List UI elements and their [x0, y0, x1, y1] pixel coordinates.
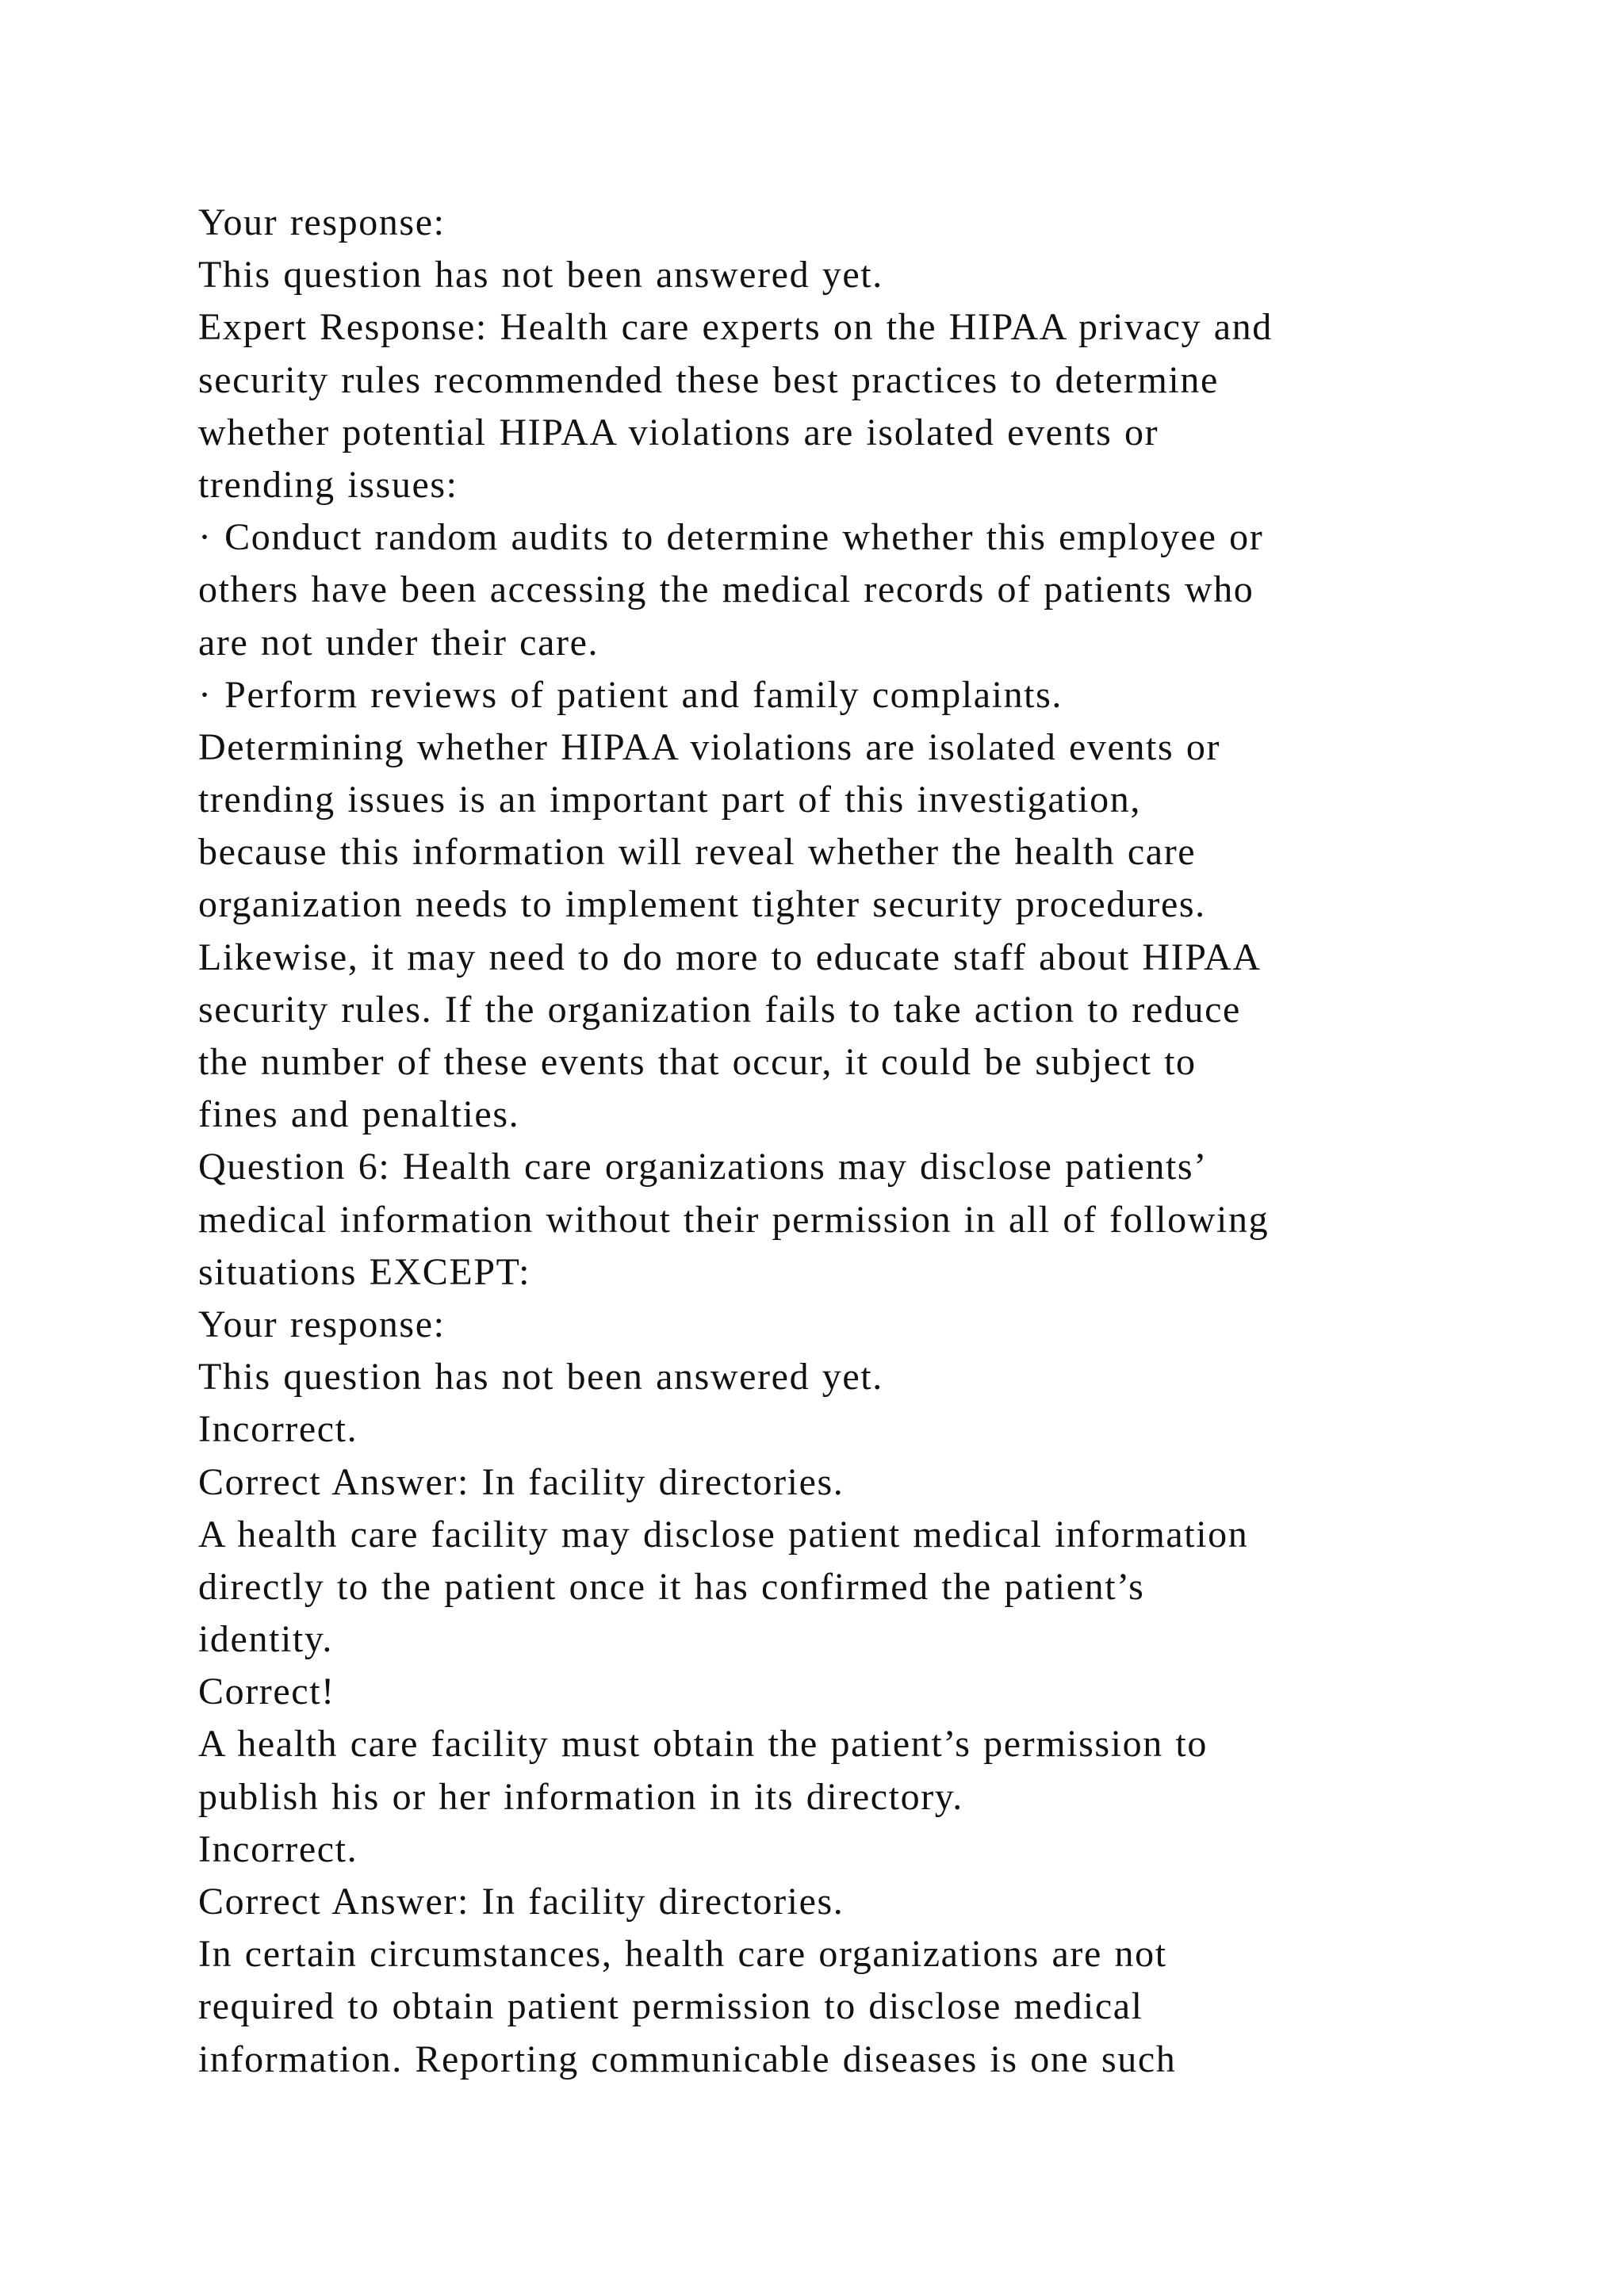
text-line: are not under their care. — [198, 621, 599, 664]
text-line: organization needs to implement tighter security procedures. — [198, 883, 1206, 926]
text-line: A health care facility must obtain the patient’s permission to — [198, 1723, 1208, 1766]
text-line: required to obtain patient permission to disclose medical — [198, 1985, 1143, 2028]
text-line: situations EXCEPT: — [198, 1250, 531, 1293]
text-line: This question has not been answered yet. — [198, 1356, 883, 1399]
text-line: directly to the patient once it has confirmed the patient’s — [198, 1565, 1145, 1608]
text-line: fines and penalties. — [198, 1093, 520, 1136]
text-line: Question 6: Health care organizations may disclose patients’ — [198, 1146, 1208, 1188]
text-line: Correct Answer: In facility directories. — [198, 1460, 845, 1503]
text-line: In certain circumstances, health care organizations are not — [198, 1933, 1167, 1976]
text-line: · Conduct random audits to determine whether this employee or — [198, 516, 1264, 559]
text-line: · Perform reviews of patient and family complaints. — [198, 673, 1063, 716]
text-line: Determining whether HIPAA violations are isolated events or — [198, 725, 1221, 768]
text-line: information. Reporting communicable diseases is one such — [198, 2038, 1177, 2080]
text-line: Your response: — [198, 201, 446, 243]
text-line: the number of these events that occur, it could be subject to — [198, 1041, 1197, 1083]
text-line: publish his or her information in its directory. — [198, 1775, 963, 1818]
text-line: because this information will reveal whether the health care — [198, 831, 1197, 874]
text-line: Likewise, it may need to do more to educate staff about HIPAA — [198, 936, 1262, 978]
text-line: security rules. If the organization fails to take action to reduce — [198, 988, 1241, 1031]
text-line: Correct Answer: In facility directories. — [198, 1881, 845, 1923]
document-body — [198, 197, 1483, 2086]
text-line: Correct! — [198, 1670, 335, 1713]
text-line: Incorrect. — [198, 1408, 358, 1451]
text-line: Incorrect. — [198, 1827, 358, 1870]
text-line: Your response: — [198, 1303, 446, 1345]
text-line: Expert Response: Health care experts on the HIPAA privacy and — [198, 306, 1273, 349]
text-line: whether potential HIPAA violations are isolated events or — [198, 411, 1159, 453]
text-line: identity. — [198, 1618, 333, 1661]
text-line: medical information without their permission in all of following — [198, 1198, 1270, 1241]
text-line: trending issues: — [198, 463, 458, 506]
text-line: A health care facility may disclose patient medical information — [198, 1513, 1249, 1556]
text-line: This question has not been answered yet. — [198, 254, 883, 297]
text-line: others have been accessing the medical records of patients who — [198, 568, 1254, 611]
text-line: trending issues is an important part of this investigation, — [198, 779, 1141, 821]
text-line: security rules recommended these best practices to determine — [198, 358, 1219, 401]
